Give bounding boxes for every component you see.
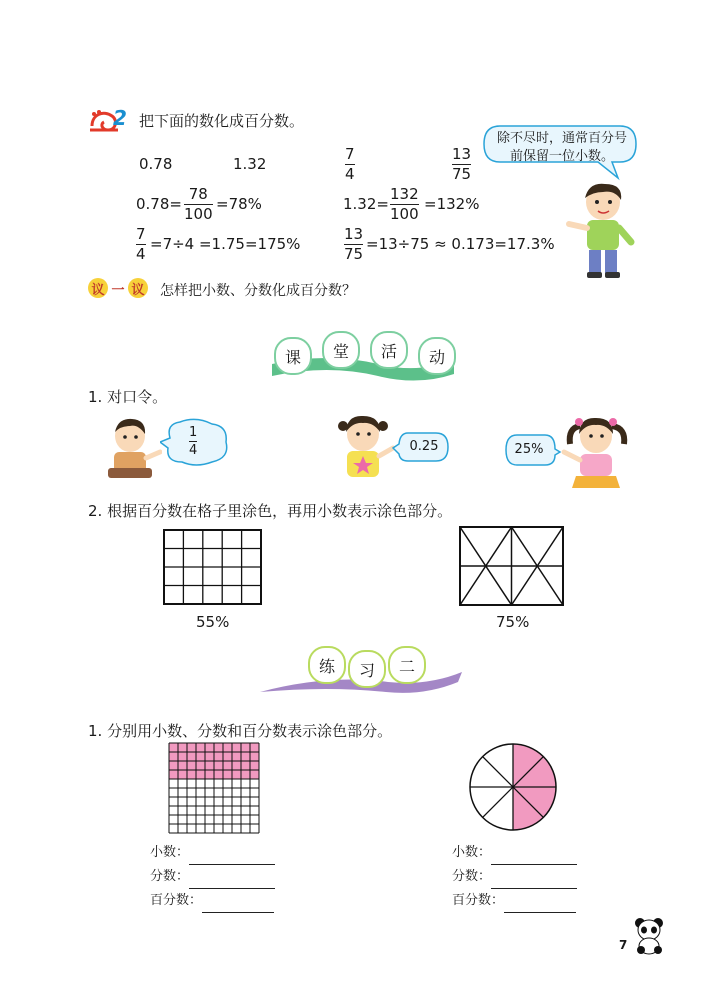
answer-blank[interactable]: [504, 898, 576, 913]
activity-banner-char: 动: [418, 337, 456, 375]
answer-blank[interactable]: [202, 898, 274, 913]
bubble-decimal-text: 0.25: [409, 439, 439, 454]
discuss-badge-char: 议: [128, 278, 148, 298]
activity-banner-char: 堂: [322, 331, 360, 369]
discuss-badge-char: 议: [88, 278, 108, 298]
field-label-fraction: 分数：: [150, 869, 190, 884]
ex1-label: 1. 分别用小数、分数和百分数表示涂色部分。: [88, 722, 393, 740]
given-decimal-a: 0.78: [139, 155, 173, 173]
example-number: 2: [113, 106, 127, 130]
discuss-question: 怎样把小数、分数化成百分数？: [160, 283, 356, 299]
row1-right-fraction: 132 100: [390, 185, 419, 223]
row1-right-post: =132%: [424, 195, 480, 213]
exercise-banner-char: 练: [308, 646, 346, 684]
row2-left-fraction: 7 4: [136, 225, 146, 263]
girl-pigtails-illustration: [560, 412, 632, 492]
grid-caption-75: 75%: [496, 613, 530, 631]
field-label-fraction: 分数：: [452, 869, 492, 884]
activity-banner-char: 活: [370, 331, 408, 369]
exercise-banner-char: 二: [388, 646, 426, 684]
answer-blank[interactable]: [189, 850, 275, 865]
row1-right-pre: 1.32=: [343, 195, 389, 213]
given-fraction-d: 13 75: [452, 145, 472, 183]
row2-right-post: =13÷75 ≈ 0.173=17.3%: [366, 235, 555, 253]
field-label-percent: 百分数：: [452, 893, 505, 908]
exercise-banner-char: 习: [348, 650, 386, 688]
hint-bubble-text: 除不尽时，通常百分号前保留一位小数。: [496, 131, 627, 164]
boy-sitting-illustration: [102, 416, 162, 480]
grid-caption-55: 55%: [196, 613, 230, 631]
row2-left-post: =7÷4 =1.75=175%: [150, 235, 301, 253]
row2-right-fraction: 13 75: [344, 225, 364, 263]
panda-icon: [632, 916, 666, 956]
ex1-answer-fields-right: [452, 841, 577, 913]
q1-label: 1. 对口令。: [88, 388, 168, 406]
answer-blank[interactable]: [491, 850, 577, 865]
circle-eighths-shaded: [468, 742, 558, 832]
boy-pointing-illustration: [565, 180, 637, 280]
ex1-answer-fields-left: [150, 841, 275, 913]
girl-star-illustration: [333, 412, 397, 482]
page-number: 7: [619, 938, 628, 952]
activity-banner-char: 课: [274, 337, 312, 375]
field-label-decimal: 小数：: [452, 845, 492, 860]
given-fraction-c: 7 4: [345, 145, 355, 183]
q2-label: 2. 根据百分数在格子里涂色，再用小数表示涂色部分。: [88, 502, 453, 520]
field-label-decimal: 小数：: [150, 845, 190, 860]
discuss-badge: [88, 278, 148, 298]
discuss-badge-char: 一: [108, 278, 128, 298]
answer-blank[interactable]: [491, 874, 577, 889]
grid-4x5-to-shade[interactable]: [163, 529, 263, 606]
field-label-percent: 百分数：: [150, 893, 203, 908]
triangle-grid-to-shade[interactable]: [459, 526, 564, 606]
row1-left-pre: 0.78=: [136, 195, 182, 213]
row1-left-post: =78%: [216, 195, 262, 213]
row1-left-fraction: 78 100: [184, 185, 213, 223]
answer-blank[interactable]: [189, 874, 275, 889]
example-instruction: 把下面的数化成百分数。: [139, 112, 305, 130]
bubble-percent-text: 25%: [514, 442, 544, 457]
bubble-quarter-fraction: 1 4: [189, 425, 198, 458]
hundred-grid-shaded: [168, 742, 260, 834]
activity-banner: [274, 331, 454, 371]
given-decimal-b: 1.32: [233, 155, 267, 173]
